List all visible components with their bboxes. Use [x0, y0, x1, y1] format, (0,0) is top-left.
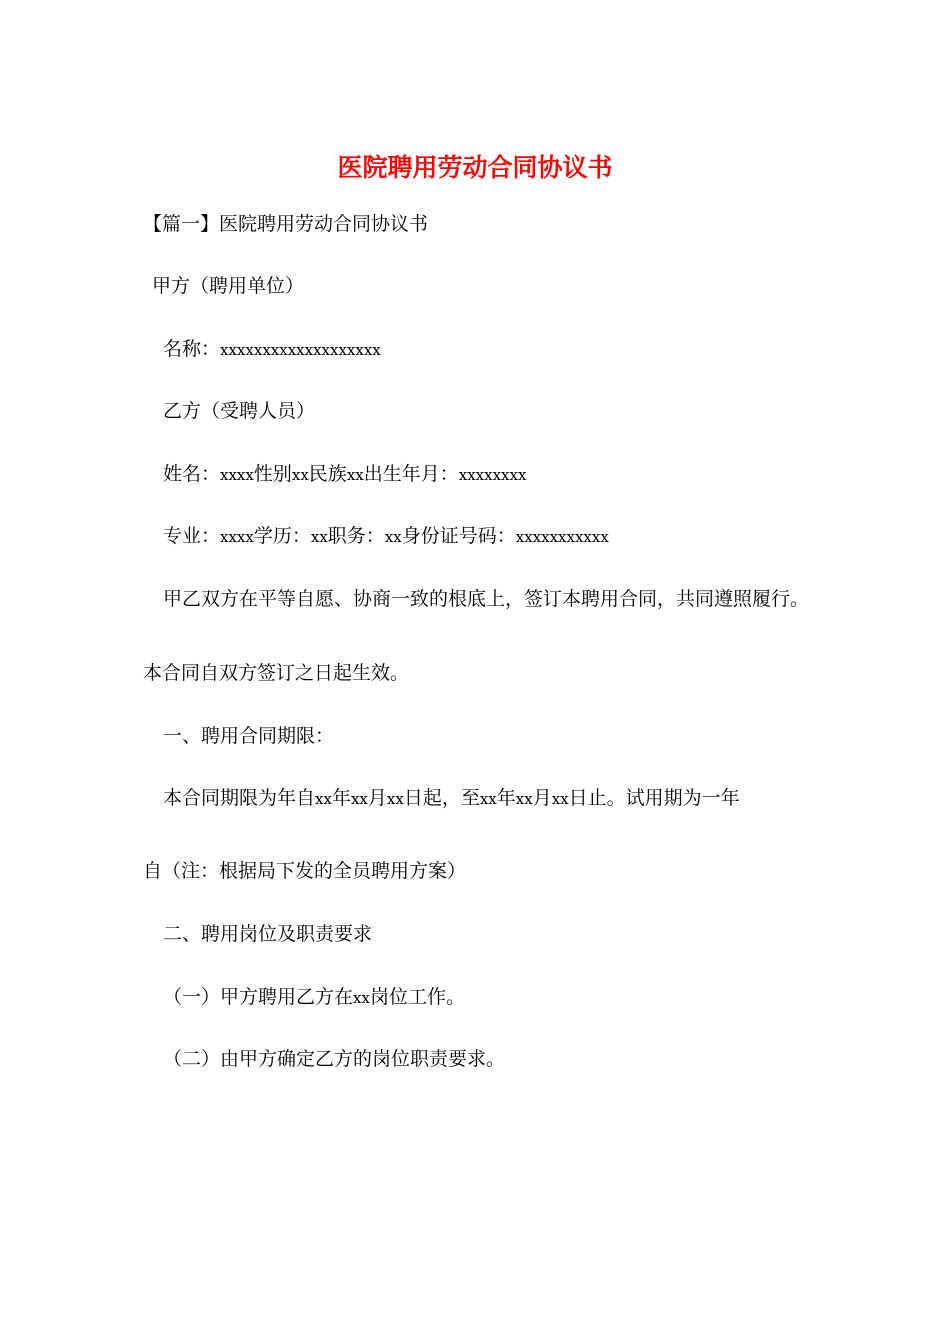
- contract-term-note: 自（注：根据局下发的全员聘用方案）: [143, 860, 467, 882]
- party-b-label: 乙方（受聘人员）: [163, 400, 316, 422]
- party-a-label: 甲方（聘用单位）: [152, 275, 305, 297]
- clause-2-item-1: （一）甲方聘用乙方在xx岗位工作。: [163, 986, 465, 1008]
- contract-term: 本合同期限为年自xx年xx月xx日起，至xx年xx月xx日止。试用期为一年: [163, 787, 740, 809]
- clause-1-heading: 一、聘用合同期限：: [163, 725, 335, 747]
- agreement-statement: 甲乙双方在平等自愿、协商一致的根底上，签订本聘用合同，共同遵照履行。: [163, 588, 810, 610]
- effective-clause: 本合同自双方签订之日起生效。: [143, 662, 410, 684]
- party-b-professional-info: 专业：xxxx学历：xx职务：xx身份证号码：xxxxxxxxxxx: [163, 525, 609, 547]
- clause-2-heading: 二、聘用岗位及职责要求: [163, 923, 373, 945]
- party-b-personal-info: 姓名：xxxx性别xx民族xx出生年月：xxxxxxxx: [163, 463, 527, 485]
- section-heading: 【篇一】医院聘用劳动合同协议书: [143, 213, 429, 235]
- clause-2-item-2: （二）由甲方确定乙方的岗位职责要求。: [163, 1048, 506, 1070]
- party-a-name: 名称：xxxxxxxxxxxxxxxxxxx: [163, 338, 381, 360]
- document-title: 医院聘用劳动合同协议书: [337, 153, 613, 182]
